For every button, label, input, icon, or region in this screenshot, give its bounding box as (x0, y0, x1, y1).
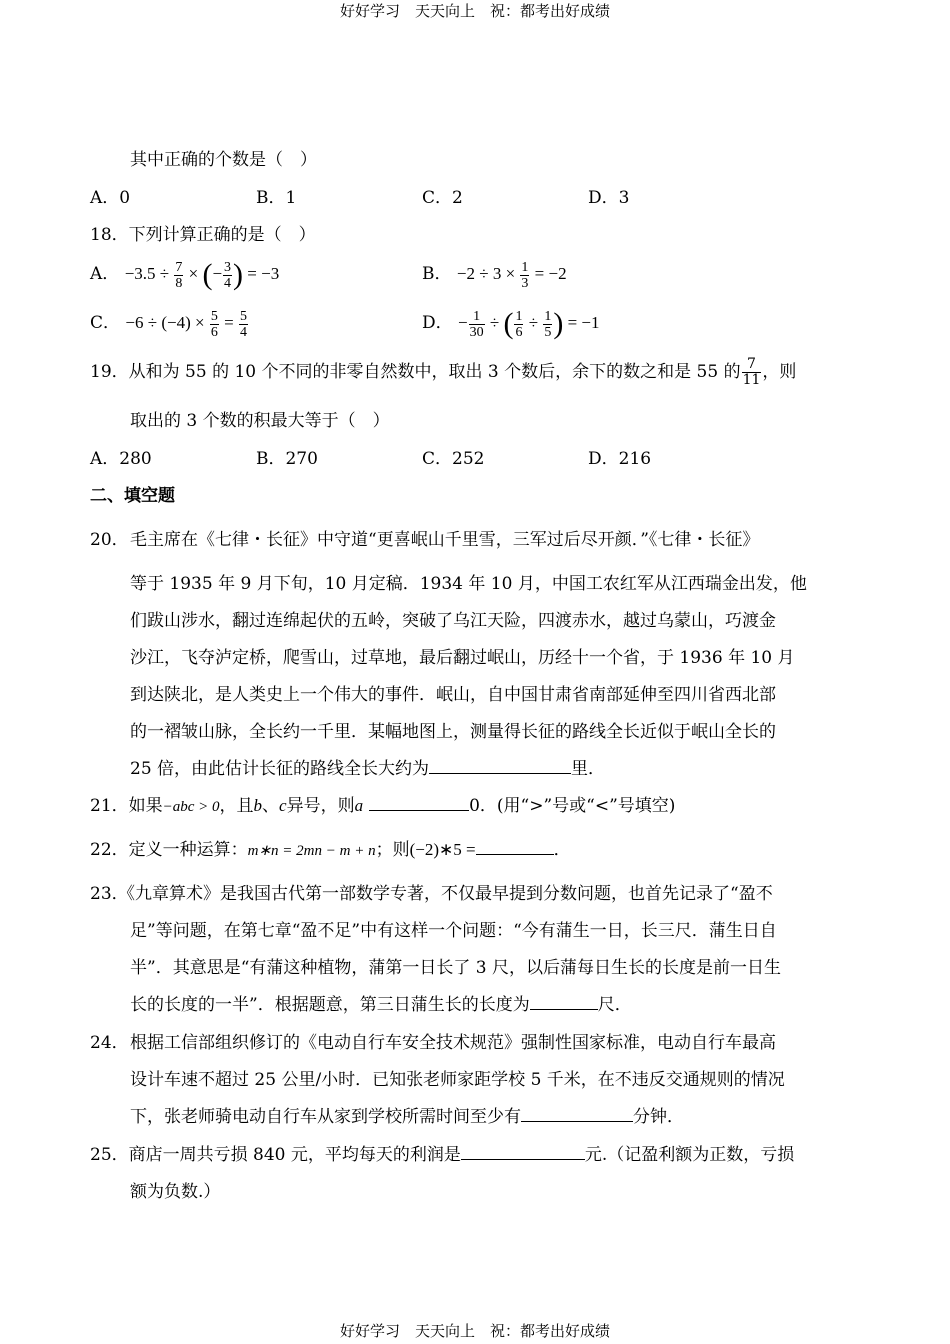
q21-text5: 0．(用“>”号或“<”号填空) (469, 796, 676, 816)
q21-text4: 异号，则 (286, 796, 355, 816)
q24-number: 24． (90, 1033, 129, 1053)
q20-answer-blank[interactable] (429, 755, 571, 774)
q18-c-expression: −6 ÷ (−4) × $\frac{5}{6}$ = $\frac{5}{4}$ (125, 308, 247, 340)
q23-answer-blank[interactable] (530, 991, 598, 1010)
q18-option-d (422, 303, 600, 343)
q25-text1: 商店一周共亏损 840 元，平均每天的利润是 (128, 1145, 461, 1165)
q19-text1: 从和为 55 的 10 个不同的非零自然数中，取出 3 个数后，余下的数之和是 55 的 (128, 362, 741, 382)
q21-line (90, 791, 675, 816)
q25-line-2: 额为负数.） (130, 1182, 221, 1202)
q18-a-expression: −3.5 ÷ $\frac{7}{8}$ × (− $\frac{3}{4}$ ) = −3 (124, 258, 280, 292)
q21-var-c: c (279, 796, 287, 815)
q22-text1: 定义一种运算： (128, 840, 248, 860)
q18-option-a (90, 254, 279, 294)
q22-expression: m∗n = 2mn − m + n (247, 843, 376, 859)
q23-tail: 尺． (597, 995, 632, 1015)
q19-option-a: A．280 (90, 449, 152, 469)
q21-text3: 、 (262, 796, 280, 816)
q20-line-4: 沙江，飞夺泸定桥，爬雪山，过草地，最后翻过岷山，历经十一个省，于 1936 年 10 月 (130, 648, 795, 668)
q24-answer-blank[interactable] (521, 1103, 633, 1122)
page-footer: 好好学习 天天向上 祝：都考出好成绩 (339, 1322, 610, 1340)
q20-line-7-text: 25 倍，由此估计长征的路线全长大约为 (130, 759, 430, 779)
q21-number: 21． (90, 796, 129, 816)
q21-answer-blank[interactable] (369, 792, 469, 811)
q22-text3: ． (553, 840, 571, 860)
q18-option-b (422, 254, 567, 294)
q20-line-7 (130, 754, 605, 779)
q21-var-a: a (354, 796, 364, 815)
q25-number: 25． (90, 1145, 129, 1165)
q20-line-6: 的一褶皱山脉，全长约一千里．某幅地图上，测量得长征的路线全长近似于岷山全长的 (130, 722, 776, 742)
q23-line-4 (130, 990, 632, 1015)
q23-line-3: 半”．其意思是“有蒲这种植物，蒲第一日长了 3 尺，以后蒲每日生长的长度是前一日生 (130, 958, 782, 978)
q18-stem (90, 220, 316, 245)
q23-number: 23． (90, 884, 129, 904)
q19-fraction: $\frac{7}{11}$ (742, 356, 761, 388)
q19-line2: 取出的 3 个数的积最大等于（ ） (130, 411, 390, 431)
q18-number: 18． (90, 225, 129, 245)
q20-tail: 里． (571, 759, 606, 779)
q21-var-b: b (253, 796, 263, 815)
q18-stem-text: 下列计算正确的是（ ） (128, 225, 316, 245)
q23-line-1: 《九章算术》是我国古代第一部数学专著，不仅最早提到分数问题，也首先记录了“盈不 (118, 884, 773, 904)
q20-line-5: 到达陕北，是人类史上一个伟大的事件．岷山，自中国甘肃省南部延伸至四川省西北部 (130, 685, 776, 705)
q23-line-2: 足”等问题，在第七章“盈不足”中有这样一个问题：“今有蒲生一日，长三尺．蒲生日自 (130, 921, 777, 941)
q19-option-b: B．270 (256, 449, 318, 469)
q24-line-1: 根据工信部组织修订的《电动自行车安全技术规范》强制性国家标准，电动自行车最高 (130, 1033, 776, 1053)
q20-number: 20． (90, 530, 129, 550)
q20-line-3: 们跋山涉水，翻过连绵起伏的五岭，突破了乌江天险，四渡赤水，越过乌蒙山，巧渡金 (130, 611, 776, 631)
q21-expression: −abc > 0 (162, 799, 220, 815)
q17-option-a: A．0 (90, 188, 131, 208)
q24-line-2: 设计车速不超过 25 公里/小时．已知张老师家距学校 5 千米，在不违反交通规则的情况 (130, 1070, 785, 1090)
q18-option-c (90, 303, 249, 343)
q17-option-d: D．3 (588, 188, 630, 208)
q19-option-d: D．216 (588, 449, 652, 469)
q21-text2: ，且 (219, 796, 254, 816)
q19-number: 19． (90, 362, 129, 382)
q24-tail: 分钟． (633, 1107, 684, 1127)
page-header: 好好学习 天天向上 祝：都考出好成绩 (339, 2, 610, 20)
q19-text1-end: ，则 (762, 362, 797, 382)
q22-text2: ；则 (375, 840, 410, 860)
q24-line-3-text: 下，张老师骑电动自行车从家到学校所需时间至少有 (130, 1107, 521, 1127)
q22-line (90, 835, 571, 860)
q17-stem-tail: 其中正确的个数是（ ） (130, 150, 317, 170)
q24-line-3 (130, 1102, 684, 1127)
q18-label-c: C． (90, 313, 121, 333)
q18-label-d: D． (422, 313, 453, 333)
q21-text1: 如果 (128, 796, 163, 816)
q19-option-c: C．252 (422, 449, 485, 469)
q18-label-a: A． (90, 264, 120, 284)
q25-text1-tail: 元.（记盈利额为正数，亏损 (584, 1145, 795, 1165)
q18-label-b: B． (422, 264, 452, 284)
q20-line-1: 毛主席在《七律・长征》中守道“更喜岷山千里雪，三军过后尽开颜．”《七律・长征》 (130, 530, 760, 550)
q22-number: 22． (90, 840, 129, 860)
q25-answer-blank[interactable] (461, 1141, 585, 1160)
q25-line-1 (90, 1140, 794, 1165)
q19-line1 (90, 352, 796, 392)
q18-d-expression: − $\frac{1}{30}$ ÷ ( $\frac{1}{6}$ ÷ $\frac{1}{5}$ ) = −1 (458, 307, 600, 341)
q17-option-c: C．2 (422, 188, 463, 208)
q23-line-4-text: 长的长度的一半”．根据题意，第三日蒲生长的长度为 (130, 995, 530, 1015)
q22-expression2: (−2)∗5 = (409, 840, 476, 859)
q22-answer-blank[interactable] (476, 836, 554, 855)
q20-line-2: 等于 1935 年 9 月下旬，10 月定稿．1934 年 10 月，中国工农红军从江西瑞金出发，他 (130, 574, 807, 594)
q18-b-expression: −2 ÷ 3 × $\frac{1}{3}$ = −2 (456, 259, 567, 291)
section-title: 二、填空题 (90, 486, 175, 506)
q17-option-b: B．1 (256, 188, 297, 208)
